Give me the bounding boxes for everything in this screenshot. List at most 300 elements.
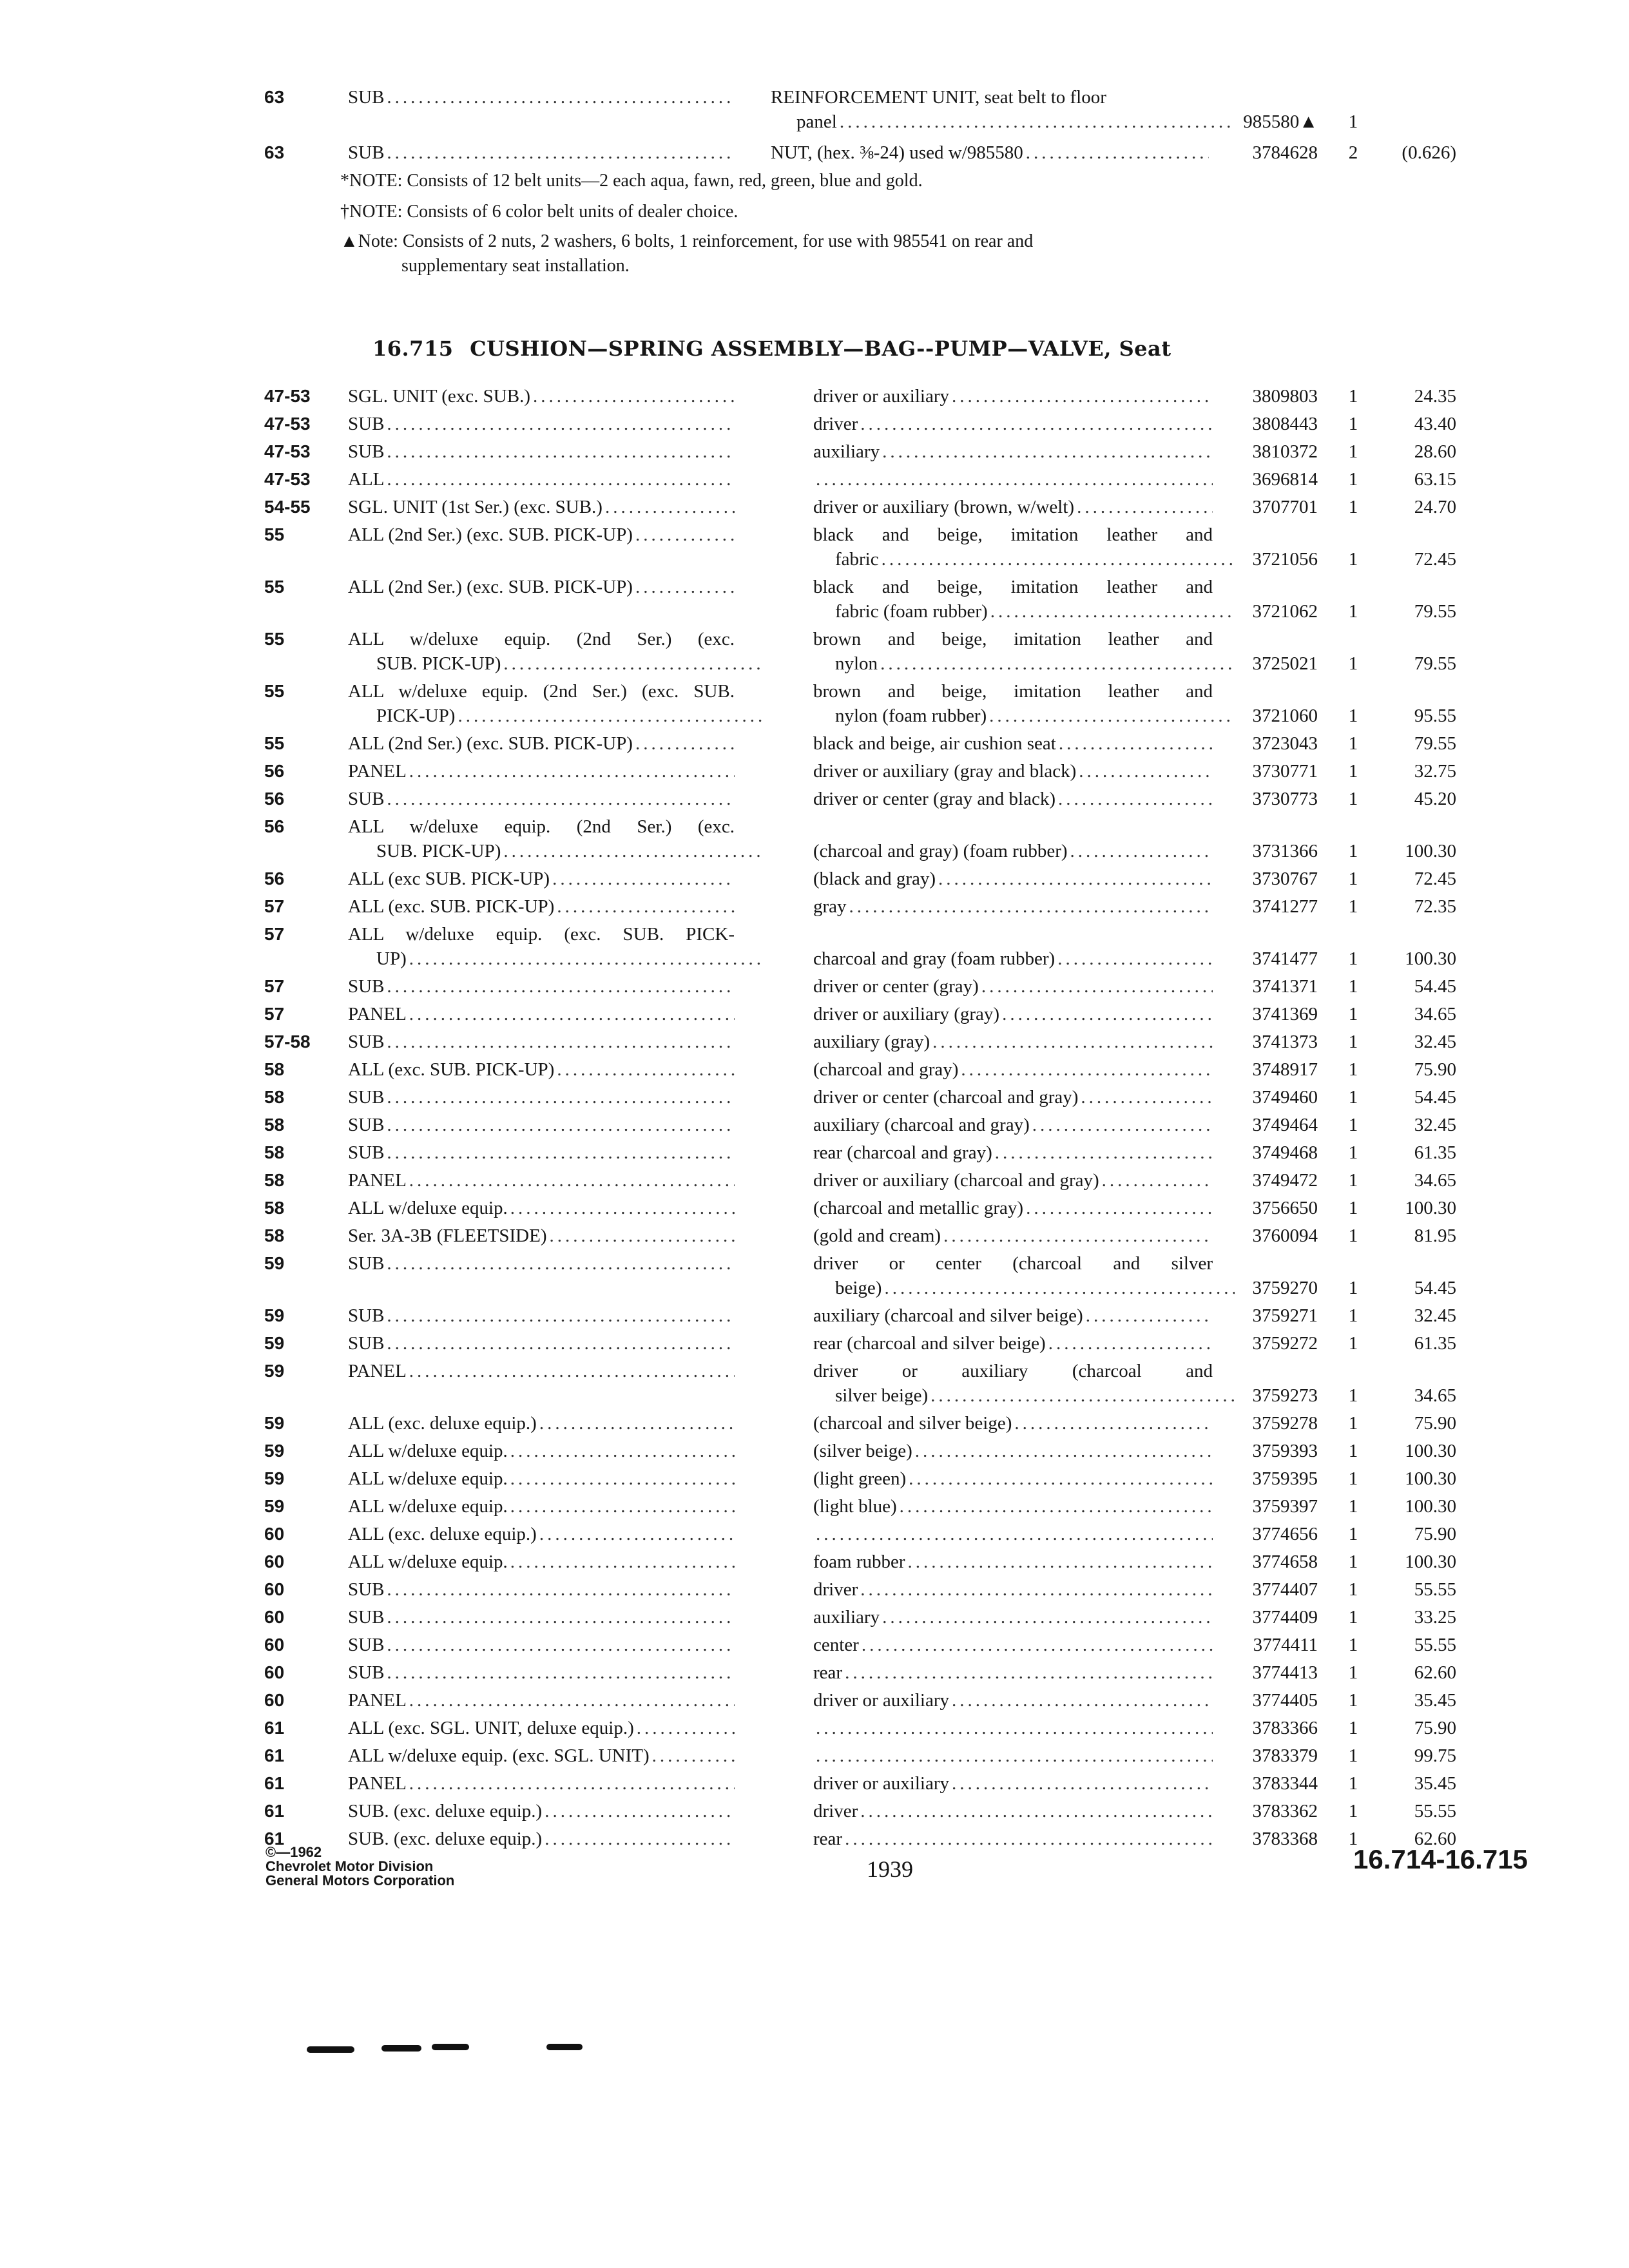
description-cell: black and beige, imitation leather and — [813, 524, 1213, 545]
model-cell-text: ALL (exc. deluxe equip.) — [348, 1524, 537, 1544]
model-cell-text: ALL (exc. SUB. PICK-UP) — [348, 1059, 555, 1080]
table-row — [0, 1577, 1629, 1602]
description-cell — [813, 1196, 1213, 1220]
description-cell — [813, 1466, 1213, 1491]
description-cell-text: driver or auxiliary (charcoal and gray) — [813, 1170, 1099, 1191]
leader-dots — [510, 1550, 735, 1574]
description-cell-text: (light green) — [813, 1468, 907, 1489]
description-cell — [813, 412, 1213, 436]
description-cell: brown and beige, imitation leather and — [813, 629, 1213, 649]
description-cell — [813, 1303, 1213, 1328]
price: 72.45 — [1414, 549, 1456, 570]
quantity: 1 — [1348, 841, 1358, 861]
price: 79.55 — [1414, 653, 1456, 674]
division-name: Chevrolet Motor Division — [265, 1858, 434, 1874]
description-cell-cont — [813, 599, 1235, 624]
description-cell-text: driver or auxiliary — [813, 1773, 949, 1794]
model-cell-text: ALL (exc SUB. PICK-UP) — [348, 869, 550, 889]
leader-dots — [952, 1688, 1213, 1713]
model-cell-text: SUB — [348, 1087, 385, 1108]
year-cell: 47-53 — [264, 441, 311, 461]
leader-dots — [930, 1383, 1235, 1408]
price: 100.30 — [1405, 1198, 1456, 1218]
leader-dots — [637, 1716, 735, 1740]
description-cell — [813, 1716, 1213, 1740]
description-cell-text: (charcoal and metallic gray) — [813, 1198, 1024, 1218]
model-cell: ALL w/deluxe equip. (2nd Ser.) (exc. — [348, 629, 735, 649]
description-cell-text: black and beige, air cushion seat — [813, 733, 1056, 754]
part-number: 3759272 — [1252, 1333, 1318, 1354]
note-text-cont: supplementary seat installation. — [401, 256, 630, 276]
leader-dots — [989, 704, 1235, 728]
part-number: 3696814 — [1252, 469, 1318, 490]
table-row — [0, 894, 1629, 919]
leader-dots — [387, 974, 735, 999]
model-cell-cont — [348, 839, 763, 863]
leader-dots — [862, 1633, 1213, 1657]
leader-dots — [1086, 1303, 1213, 1328]
year-cell: 59 — [264, 1333, 285, 1353]
table-row — [0, 1085, 1629, 1110]
part-number: 3721062 — [1252, 601, 1318, 622]
quantity: 1 — [1348, 1198, 1358, 1218]
year-cell: 58 — [264, 1115, 285, 1135]
year-cell: 57 — [264, 976, 285, 996]
model-cell — [348, 1550, 735, 1574]
price: 43.40 — [1414, 414, 1456, 434]
description-cell — [813, 974, 1213, 999]
corporation-name: General Motors Corporation — [265, 1872, 455, 1888]
section-number: 16.715 — [372, 336, 454, 361]
year-cell: 59 — [264, 1305, 285, 1325]
table-row — [0, 1168, 1629, 1193]
description-cell-text: auxiliary — [813, 441, 880, 462]
part-number: 3774411 — [1253, 1635, 1318, 1655]
year-cell: 61 — [264, 1801, 285, 1821]
leader-dots — [908, 1550, 1213, 1574]
part-number: 3759270 — [1252, 1278, 1318, 1298]
leader-dots — [1026, 1196, 1213, 1220]
model-cell — [348, 1196, 735, 1220]
price: 100.30 — [1405, 1441, 1456, 1461]
year-cell: 55 — [264, 629, 285, 649]
part-number: 3759397 — [1252, 1496, 1318, 1517]
part-number: 3741371 — [1252, 976, 1318, 997]
year-cell: 56 — [264, 816, 285, 836]
model-cell-text: ALL (2nd Ser.) (exc. SUB. PICK-UP) — [348, 577, 633, 597]
description-cell-text: auxiliary — [813, 1607, 880, 1628]
price: 24.35 — [1414, 386, 1456, 407]
part-number: 3759393 — [1252, 1441, 1318, 1461]
leader-dots — [387, 140, 735, 165]
description-cell-text: NUT, (hex. ⅜-24) used w/985580 — [771, 142, 1023, 163]
part-number: 3783366 — [1252, 1718, 1318, 1738]
leader-dots — [458, 704, 763, 728]
quantity: 1 — [1348, 1496, 1358, 1517]
model-cell — [348, 1577, 735, 1602]
description-cell — [813, 384, 1213, 408]
model-cell — [348, 1633, 735, 1657]
leader-dots — [545, 1799, 735, 1823]
table-row — [0, 1140, 1629, 1165]
model-cell-text: SUB — [348, 1607, 385, 1628]
description-cell — [813, 1660, 1213, 1685]
model-cell — [348, 974, 735, 999]
price: 75.90 — [1414, 1718, 1456, 1738]
description-cell — [813, 947, 1213, 971]
year-cell: 60 — [264, 1552, 285, 1571]
leader-dots — [539, 1411, 735, 1436]
part-number: 3721056 — [1252, 549, 1318, 570]
model-cell-text: SUB — [348, 789, 385, 809]
part-number: 3723043 — [1252, 733, 1318, 754]
model-cell-text: ALL — [348, 469, 385, 490]
model-cell-cont — [348, 651, 763, 676]
quantity: 1 — [1348, 601, 1358, 622]
price: 32.45 — [1414, 1115, 1456, 1135]
section-heading — [372, 336, 1171, 361]
model-cell-text: SUB — [348, 976, 385, 997]
price: 79.55 — [1414, 733, 1456, 754]
table-row — [0, 731, 1629, 756]
year-cell: 55 — [264, 524, 285, 544]
part-number: 3748917 — [1252, 1059, 1318, 1080]
leader-dots — [952, 1771, 1213, 1796]
model-cell-text: SUB — [348, 142, 385, 163]
description-cell-cont-text: fabric (foam rubber) — [835, 601, 988, 622]
model-cell — [348, 1140, 735, 1165]
price: 54.45 — [1414, 1087, 1456, 1108]
year-cell: 47-53 — [264, 386, 311, 406]
leader-dots — [961, 1057, 1213, 1082]
description-cell — [813, 1494, 1213, 1519]
quantity: 1 — [1348, 386, 1358, 407]
quantity: 1 — [1348, 761, 1358, 782]
model-cell-cont-text: PICK-UP) — [376, 706, 456, 726]
leader-dots — [990, 599, 1235, 624]
leader-dots — [1058, 787, 1213, 811]
model-cell-text: ALL (exc. SUB. PICK-UP) — [348, 896, 555, 917]
year-cell: 55 — [264, 577, 285, 597]
leader-dots — [503, 839, 763, 863]
leader-dots — [981, 974, 1213, 999]
leader-dots — [880, 651, 1235, 676]
description-cell-text: auxiliary (gray) — [813, 1032, 930, 1052]
price: 72.45 — [1414, 869, 1456, 889]
model-cell — [348, 1660, 735, 1685]
year-cell: 63 — [264, 87, 285, 107]
year-cell: 59 — [264, 1468, 285, 1488]
table-row — [0, 1716, 1629, 1740]
leader-dots — [635, 731, 735, 756]
description-cell — [813, 1688, 1213, 1713]
table-row — [0, 1550, 1629, 1574]
price: 32.45 — [1414, 1305, 1456, 1326]
year-cell: 57 — [264, 896, 285, 916]
description-cell — [813, 1140, 1213, 1165]
price: 75.90 — [1414, 1413, 1456, 1434]
quantity: 1 — [1348, 1468, 1358, 1489]
model-cell-text: ALL (exc. deluxe equip.) — [348, 1413, 537, 1434]
table-row — [0, 1224, 1629, 1248]
part-number: 985580▲ — [1243, 111, 1318, 132]
part-number: 3741373 — [1252, 1032, 1318, 1052]
description-cell-text: auxiliary (charcoal and silver beige) — [813, 1305, 1083, 1326]
table-row — [0, 467, 1629, 492]
leader-dots — [387, 1633, 735, 1657]
leader-dots — [882, 1605, 1213, 1629]
leader-dots — [545, 1827, 735, 1851]
leader-dots — [1032, 1113, 1213, 1137]
description-cell-text: gray — [813, 896, 847, 917]
year-cell: 59 — [264, 1361, 285, 1381]
price: 61.35 — [1414, 1142, 1456, 1163]
year-cell: 58 — [264, 1170, 285, 1190]
model-cell — [348, 1494, 735, 1519]
description-cell — [771, 140, 1209, 165]
model-cell — [348, 1030, 735, 1054]
table-row — [0, 867, 1629, 891]
quantity: 2 — [1348, 142, 1358, 163]
model-cell-cont-text: SUB. PICK-UP) — [376, 653, 501, 674]
leader-dots — [882, 439, 1213, 464]
price: 95.55 — [1414, 706, 1456, 726]
page-number: 1939 — [867, 1856, 913, 1882]
description-cell-text: driver or center (gray and black) — [813, 789, 1055, 809]
leader-dots — [387, 467, 735, 492]
quantity: 1 — [1348, 1662, 1358, 1683]
part-number: 3730773 — [1252, 789, 1318, 809]
model-cell-text: PANEL — [348, 1004, 407, 1024]
table-row — [0, 814, 1629, 863]
model-cell-text: PANEL — [348, 1690, 407, 1711]
table-row — [0, 1494, 1629, 1519]
price: 33.25 — [1414, 1607, 1456, 1628]
quantity: 1 — [1348, 1385, 1358, 1406]
model-cell: ALL w/deluxe equip. (2nd Ser.) (exc. SUB. — [348, 681, 735, 702]
quantity: 1 — [1348, 869, 1358, 889]
description-cell-text: (gold and cream) — [813, 1225, 941, 1246]
table-row — [0, 1660, 1629, 1685]
price: 55.55 — [1414, 1635, 1456, 1655]
leader-dots — [816, 1716, 1213, 1740]
description-cell-text: driver — [813, 1579, 858, 1600]
quantity: 1 — [1348, 1441, 1358, 1461]
price: 100.30 — [1405, 1552, 1456, 1572]
leader-dots — [552, 867, 735, 891]
quantity: 1 — [1348, 1225, 1358, 1246]
quantity: 1 — [1348, 469, 1358, 490]
description-cell-cont — [813, 1276, 1235, 1300]
price: 34.65 — [1414, 1385, 1456, 1406]
section-title: CUSHION—SPRING ASSEMBLY—BAG--PUMP—VALVE, Seat — [470, 336, 1171, 361]
leader-dots — [503, 651, 763, 676]
description-cell: driver or center (charcoal and silver — [813, 1253, 1213, 1274]
leader-dots — [387, 1251, 735, 1276]
leader-dots — [1014, 1411, 1213, 1436]
table-row — [0, 627, 1629, 676]
model-cell — [348, 1466, 735, 1491]
model-cell-text: ALL (exc. SGL. UNIT, deluxe equip.) — [348, 1718, 634, 1738]
part-number: 3783344 — [1252, 1773, 1318, 1794]
leader-dots — [1048, 1331, 1213, 1356]
description-cell — [813, 731, 1213, 756]
description-cell-text: rear (charcoal and gray) — [813, 1142, 992, 1163]
table-row — [0, 1522, 1629, 1546]
model-cell-text: ALL w/deluxe equip. — [348, 1198, 508, 1218]
quantity: 1 — [1348, 1305, 1358, 1326]
leader-dots — [387, 1140, 735, 1165]
quantity: 1 — [1348, 1524, 1358, 1544]
year-cell: 58 — [264, 1087, 285, 1107]
model-cell-text: ALL w/deluxe equip. — [348, 1552, 508, 1572]
model-cell-text: SUB — [348, 1032, 385, 1052]
quantity: 1 — [1348, 1635, 1358, 1655]
note — [340, 200, 1236, 224]
quantity: 1 — [1348, 789, 1358, 809]
description-cell — [813, 1030, 1213, 1054]
price: 100.30 — [1405, 1496, 1456, 1517]
table-row — [0, 1331, 1629, 1356]
model-cell-text: SUB — [348, 87, 385, 108]
price: 62.60 — [1414, 1829, 1456, 1849]
description-cell-text: driver or auxiliary (gray and black) — [813, 761, 1077, 782]
model-cell-text: PANEL — [348, 1773, 407, 1794]
description-cell-text: driver — [813, 1801, 858, 1821]
quantity: 1 — [1348, 414, 1358, 434]
table-row — [0, 1744, 1629, 1768]
description-cell — [813, 1113, 1213, 1137]
year-cell: 59 — [264, 1441, 285, 1461]
leader-dots — [1077, 495, 1213, 519]
description-cell — [813, 1605, 1213, 1629]
table-row — [0, 1251, 1629, 1300]
price: 45.20 — [1414, 789, 1456, 809]
leader-dots — [539, 1522, 735, 1546]
model-cell — [348, 523, 735, 547]
leader-dots — [557, 894, 735, 919]
model-cell — [348, 439, 735, 464]
note-text: †NOTE: Consists of 6 color belt units of dealer choice. — [340, 202, 738, 222]
leader-dots — [995, 1140, 1213, 1165]
description-cell — [813, 1057, 1213, 1082]
leader-dots — [938, 867, 1213, 891]
leader-dots — [409, 1688, 735, 1713]
model-cell-text: ALL w/deluxe equip. — [348, 1468, 508, 1489]
price: 35.45 — [1414, 1773, 1456, 1794]
description-cell — [813, 1411, 1213, 1436]
model-cell-cont — [348, 947, 763, 971]
model-cell — [348, 1439, 735, 1463]
leader-dots — [816, 1522, 1213, 1546]
description-cell — [813, 1633, 1213, 1657]
leader-dots — [387, 1660, 735, 1685]
leader-dots — [952, 384, 1213, 408]
description-cell — [813, 1827, 1213, 1851]
model-cell — [348, 1303, 735, 1328]
table-row — [0, 679, 1629, 728]
description-cell: black and beige, imitation leather and — [813, 577, 1213, 597]
description-cell — [813, 867, 1213, 891]
part-number: 3774405 — [1252, 1690, 1318, 1711]
leader-dots — [882, 547, 1235, 572]
model-cell — [348, 731, 735, 756]
price: 54.45 — [1414, 976, 1456, 997]
price: 24.70 — [1414, 497, 1456, 517]
table-row — [0, 439, 1629, 464]
year-cell: 47-53 — [264, 414, 311, 434]
description-cell — [813, 1577, 1213, 1602]
quantity: 1 — [1348, 653, 1358, 674]
description-cell-cont-text: silver beige) — [835, 1385, 929, 1406]
description-cell-cont-text: nylon (foam rubber) — [835, 706, 987, 726]
model-cell — [348, 1771, 735, 1796]
year-cell: 54-55 — [264, 497, 311, 517]
quantity: 1 — [1348, 733, 1358, 754]
leader-dots — [605, 495, 735, 519]
leader-dots — [387, 1113, 735, 1137]
leader-dots — [1070, 839, 1213, 863]
part-number: 3741477 — [1252, 948, 1318, 969]
year-cell: 60 — [264, 1662, 285, 1682]
year-cell: 61 — [264, 1829, 285, 1849]
table-row — [0, 1466, 1629, 1491]
quantity: 1 — [1348, 1413, 1358, 1434]
leader-dots — [387, 1085, 735, 1110]
price: 55.55 — [1414, 1801, 1456, 1821]
leader-dots — [409, 1002, 735, 1026]
table-row — [0, 1605, 1629, 1629]
part-number: 3783362 — [1252, 1801, 1318, 1821]
part-number: 3783379 — [1252, 1745, 1318, 1766]
year-cell: 58 — [264, 1225, 285, 1245]
quantity: 1 — [1348, 948, 1358, 969]
table-row — [0, 787, 1629, 811]
year-cell: 58 — [264, 1059, 285, 1079]
price: 35.45 — [1414, 1690, 1456, 1711]
leader-dots — [943, 1224, 1213, 1248]
year-cell: 57-58 — [264, 1032, 311, 1052]
leader-dots — [1079, 759, 1213, 783]
description-cell — [813, 1550, 1213, 1574]
description-cell-text: (charcoal and gray) (foam rubber) — [813, 841, 1068, 861]
table-row — [0, 1411, 1629, 1436]
note-text: ▲Note: Consists of 2 nuts, 2 washers, 6 bolts, 1 reinforcement, for use with 985541 on rear and — [340, 231, 1034, 251]
year-cell: 60 — [264, 1579, 285, 1599]
model-cell — [348, 894, 735, 919]
model-cell — [348, 1002, 735, 1026]
model-cell-text: ALL w/deluxe equip. — [348, 1441, 508, 1461]
table-row — [0, 974, 1629, 999]
table-row — [0, 1303, 1629, 1328]
description-cell-cont — [813, 651, 1235, 676]
description-cell-text: driver or auxiliary — [813, 1690, 949, 1711]
model-cell — [348, 1113, 735, 1137]
year-cell: 56 — [264, 761, 285, 781]
description-cell-cont-text: nylon — [835, 653, 878, 674]
price: 81.95 — [1414, 1225, 1456, 1246]
scan-artifact — [381, 2045, 421, 2052]
leader-dots — [915, 1439, 1213, 1463]
table-row — [0, 1113, 1629, 1137]
part-number: 3784628 — [1252, 142, 1318, 163]
description-cell-text: driver or auxiliary (gray) — [813, 1004, 1000, 1024]
part-number: 3725021 — [1252, 653, 1318, 674]
description-cell-cont — [771, 110, 1235, 134]
part-number: 3731366 — [1252, 841, 1318, 861]
description-cell-text: driver or center (charcoal and gray) — [813, 1087, 1079, 1108]
year-cell: 57 — [264, 1004, 285, 1024]
